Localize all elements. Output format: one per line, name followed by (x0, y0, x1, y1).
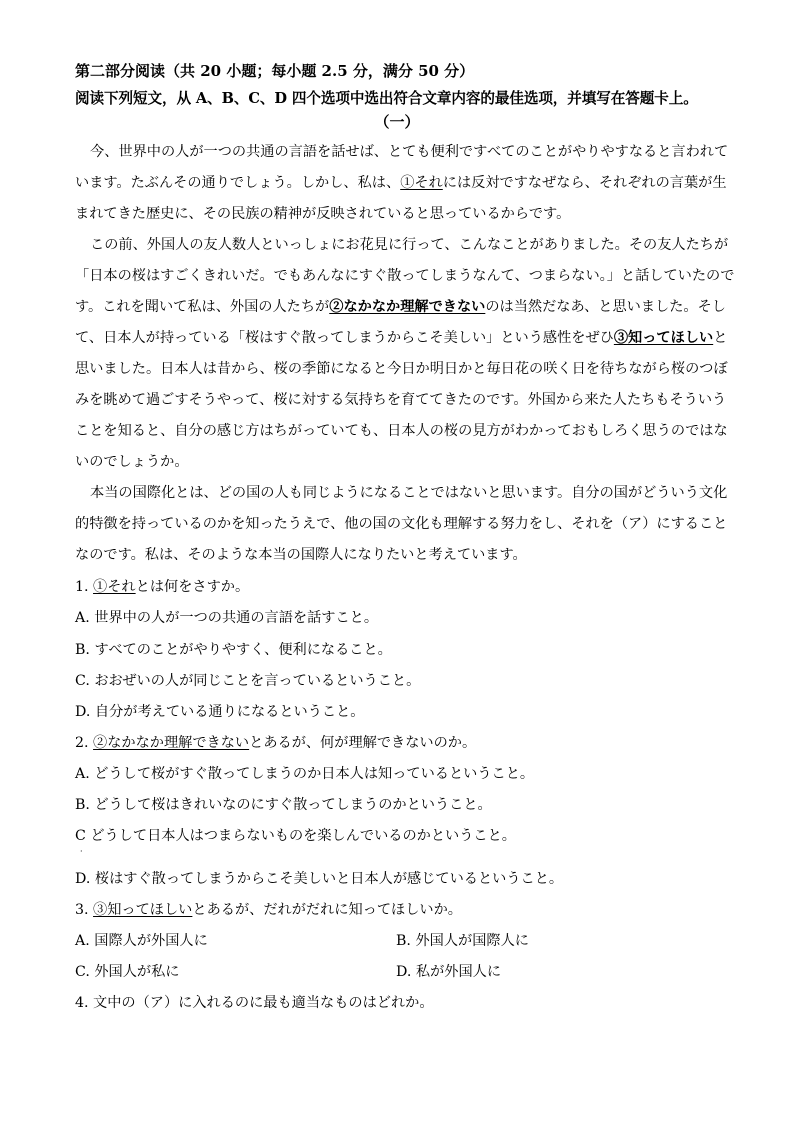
q3-option-b: B. 外国人が国際人に (396, 933, 529, 949)
passage-line: 的特徴を持っているのかを知ったうえで、他の国の文化も理解する努力をし、それを（ア）にすること (75, 516, 728, 532)
passage-line: て、日本人が持っている「桜はすぐ散ってしまうからこそ美しい」という感性をぜひ ③知ってほしい と (75, 330, 728, 346)
q2-option-d: D. 桜はすぐ散ってしまうからこそ美しいと日本人が感じているということ。 (75, 871, 564, 887)
passage-line: います。たぶんその通りでしょう。しかし、私は、 ①それ には反対ですなぜなら、それぞれの言葉が生 (75, 175, 727, 191)
passage-line: す。これを聞いて私は、外国の人たちが ②なかなか理解できない のは当然だなあ、と思いました。そし (75, 299, 726, 315)
section-heading: 第二部分阅读（共 20 小题；每小题 2.5 分，满分 50 分） (75, 62, 475, 80)
q1-option-b: B. すべてのことがやりやすく、便利になること。 (75, 642, 392, 658)
passage-line: この前、外国人の友人数人といっしょにお花見に行って、こんなことがありました。その友人たちが (90, 237, 729, 253)
q2-option-a: A. どうして桜がすぐ散ってしまうのか日本人は知っているということ。 (75, 766, 535, 782)
passage-line: いのでしょうか。 (75, 454, 189, 470)
underline-ref-2: ②なかなか理解できない (329, 299, 486, 315)
underline-ref-1: ①それ (400, 175, 443, 191)
passage-line: 今、世界中の人が一つの共通の言語を話せば、とても便利ですべてのことがやりやすなると言われて (90, 144, 729, 160)
passage-line: 思いました。日本人は昔から、桜の季節になると今日か明日かと毎日花の咲く日を待ちながら桜のつぼ (75, 361, 728, 377)
q3-option-c: C. 外国人が私に (75, 964, 180, 980)
passage-line: なのです。私は、そのような本当の国際人になりたいと考えています。 (75, 547, 527, 563)
q3-option-a: A. 国際人が外国人に (75, 933, 208, 949)
q2-option-c: C どうして日本人はつまらないものを楽しんでいるのかということ。 (75, 828, 516, 844)
passage-line: まれてきた歴史に、その民族の精神が反映されていると思っているからです。 (75, 206, 571, 222)
instruction-heading: 阅读下列短文，从 A、B、C、D 四个选项中选出符合文章内容的最佳选项，并填写在答题卡上。 (75, 90, 698, 107)
q2-option-b: B. どうして桜はきれいなのにすぐ散ってしまうのかということ。 (75, 797, 492, 813)
passage-line: 「日本の桜はすごくきれいだ。でもあんなにすぐ散ってしまうなんて、つまらない。」と話していたので (75, 268, 735, 284)
passage-line: みを眺めて過ごすそうやって、桜に対する気持ちを育ててきたのです。外国から来た人たちもそういう (75, 392, 727, 408)
q1-option-c: C. おおぜいの人が同じことを言っているということ。 (75, 673, 421, 689)
question-4: 4. 文中の（ア）に入れるのに最も適当なものはどれか。 (75, 995, 434, 1011)
q3-option-d: D. 私が外国人に (396, 964, 502, 980)
question-3: 3. ③知ってほしいとあるが、だれがだれに知ってほしいか。 (75, 902, 462, 918)
stray-dot: · (80, 847, 83, 856)
underline-ref-3: ③知ってほしい (613, 330, 714, 346)
question-1: 1. ①それとは何をさすか。 (75, 579, 250, 595)
passage-number: （一） (374, 113, 420, 131)
q1-option-d: D. 自分が考えている通りになるということ。 (75, 704, 365, 720)
q1-option-a: A. 世界中の人が一つの共通の言語を話すこと。 (75, 610, 379, 626)
question-2: 2. ②なかなか理解できないとあるが、何が理解できないのか。 (75, 735, 477, 751)
passage-line: ことを知ると、自分の感じ方はちがっていても、日本人の桜の見方がわかっておもしろく思うのではな (75, 423, 728, 439)
passage-line: 本当の国際化とは、どの国の人も同じようになることではないと思います。自分の国がどういう文化 (90, 485, 728, 501)
